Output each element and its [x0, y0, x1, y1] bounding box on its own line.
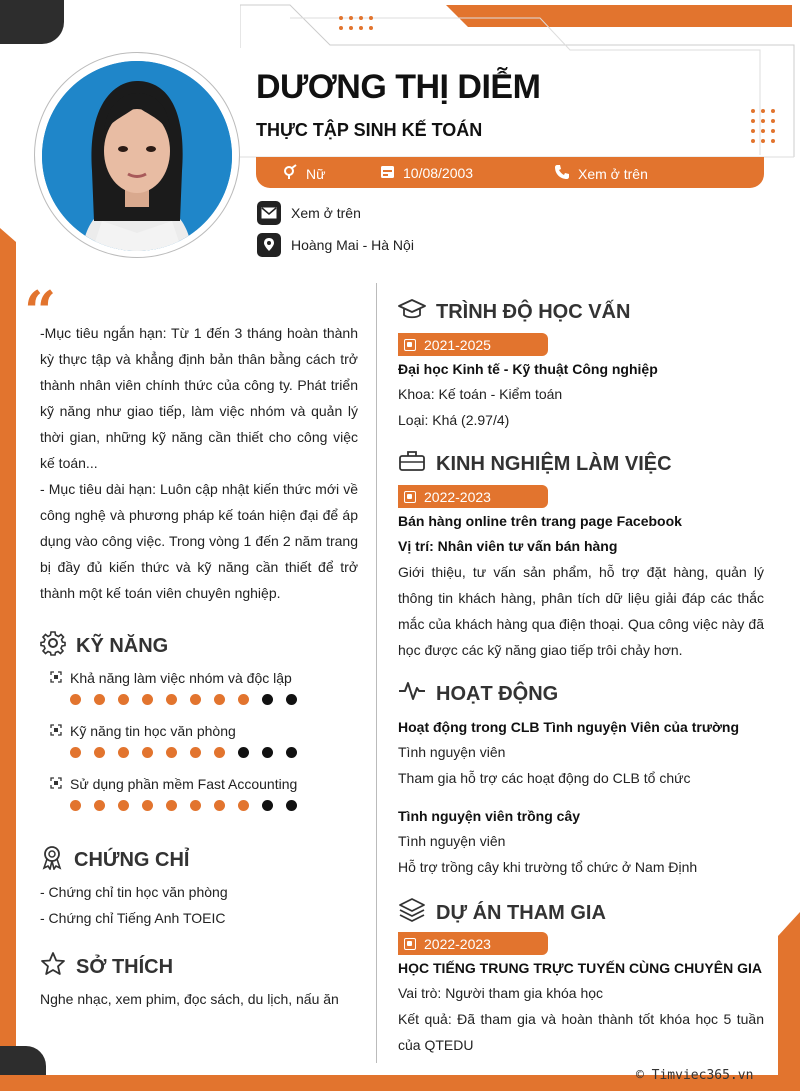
certificates-heading	[40, 844, 189, 876]
rating-dot-filled	[142, 694, 153, 705]
rating-dot-empty	[286, 747, 297, 758]
phone-value: Xem ở trên	[578, 165, 648, 182]
layers-icon	[398, 897, 426, 929]
rating-dot-filled	[166, 800, 177, 811]
rating-dot-empty	[238, 747, 249, 758]
rating-dot-filled	[70, 694, 81, 705]
graduation-cap-icon	[398, 298, 426, 326]
rating-dot-filled	[190, 747, 201, 758]
column-divider	[376, 283, 377, 1063]
gear-icon	[40, 630, 66, 662]
avatar	[42, 61, 232, 251]
focus-icon	[404, 491, 416, 503]
projects-title: DỰ ÁN THAM GIA	[436, 901, 606, 924]
location-icon	[257, 233, 281, 257]
rating-dot-filled	[70, 800, 81, 811]
rating-dot-filled	[238, 694, 249, 705]
activity-desc: Tham gia hỗ trợ các hoạt động do CLB tổ chức	[398, 770, 691, 786]
skill-rating	[70, 747, 320, 758]
calendar-icon	[380, 164, 395, 182]
experience-description: Giới thiệu, tư vấn sản phẩm, hỗ trợ đặt hàng, quản lý thông tin khách hàng, phân tích dữ liệu giải đáp các thắc mắc của khách hàng qua điện thoại. Qua công việc này đã học được các kỹ năng giao tiếp trôi chảy hơn.	[398, 564, 764, 658]
dots-decoration-top	[339, 16, 373, 30]
personal-info-bar	[256, 157, 764, 188]
rating-dot-filled	[238, 800, 249, 811]
skill-name: Kỹ năng tin học văn phòng	[70, 723, 236, 739]
address-value: Hoàng Mai - Hà Nội	[291, 237, 414, 253]
project-period: 2022-2023	[398, 932, 548, 955]
candidate-name: DƯƠNG THỊ DIỄM	[256, 68, 541, 106]
rating-dot-filled	[142, 800, 153, 811]
rating-dot-filled	[118, 747, 129, 758]
experience-title: KINH NGHIỆM LÀM VIỆC	[436, 452, 672, 475]
career-objective	[40, 320, 358, 606]
focus-icon	[404, 339, 416, 351]
rating-dot-filled	[118, 800, 129, 811]
education-title: TRÌNH ĐỘ HỌC VẤN	[436, 300, 631, 323]
experience-heading	[398, 450, 672, 478]
experience-position: Vị trí: Nhân viên tư vấn bán hàng	[398, 538, 618, 554]
rating-dot-empty	[286, 694, 297, 705]
activity-name: Hoạt động trong CLB Tình nguyện Viên của trường	[398, 719, 740, 735]
certificate-item: - Chứng chỉ Tiếng Anh TOEIC	[40, 910, 226, 926]
activity-name: Tình nguyện viên trồng cây	[398, 808, 581, 824]
email-value: Xem ở trên	[291, 205, 361, 221]
certificates-title: CHỨNG CHỈ	[74, 848, 190, 871]
rating-dot-filled	[94, 694, 105, 705]
activities-heading	[398, 680, 558, 708]
birthday-info	[380, 164, 473, 182]
left-accent-strip	[0, 228, 16, 1088]
education-grade: Loại: Khá (2.97/4)	[398, 412, 510, 428]
skill-rating	[70, 694, 320, 705]
rating-dot-empty	[262, 800, 273, 811]
skill-name: Sử dụng phần mềm Fast Accounting	[70, 776, 298, 792]
focus-icon	[404, 938, 416, 950]
rating-dot-filled	[118, 694, 129, 705]
job-title: THỰC TẬP SINH KẾ TOÁN	[256, 120, 483, 140]
certificate-item: - Chứng chỉ tin học văn phòng	[40, 884, 228, 900]
rating-dot-filled	[214, 800, 225, 811]
activity-desc: Hỗ trợ trồng cây khi trường tổ chức ở Nam Định	[398, 859, 698, 875]
rating-dot-filled	[214, 747, 225, 758]
rating-dot-filled	[190, 800, 201, 811]
rating-dot-filled	[70, 747, 81, 758]
experience-period: 2022-2023	[398, 485, 548, 508]
mail-icon	[257, 201, 281, 225]
experience-company: Bán hàng online trên trang page Facebook	[398, 513, 682, 529]
skill-name: Khả năng làm việc nhóm và độc lập	[70, 670, 292, 686]
project-name: HỌC TIẾNG TRUNG TRỰC TUYẾN CÙNG CHUYÊN GIA	[398, 960, 762, 976]
dots-decoration-right	[751, 109, 775, 143]
award-icon	[40, 844, 64, 876]
rating-dot-empty	[262, 694, 273, 705]
birthday-value: 10/08/2003	[403, 165, 474, 181]
email-contact	[257, 201, 361, 225]
hobbies-heading	[40, 951, 173, 983]
rating-dot-filled	[190, 694, 201, 705]
rating-dot-filled	[214, 694, 225, 705]
star-icon	[40, 951, 66, 983]
skill-rating	[70, 800, 320, 811]
gender-icon	[282, 164, 298, 183]
rating-dot-filled	[94, 747, 105, 758]
focus-icon	[50, 776, 62, 792]
gender-value: Nữ	[306, 165, 326, 182]
right-accent-strip	[778, 912, 800, 1091]
activities-title: HOẠT ĐỘNG	[436, 682, 559, 705]
skill-item	[50, 776, 320, 811]
education-period: 2021-2025	[398, 333, 548, 356]
skill-item	[50, 723, 320, 758]
hobbies-title: SỞ THÍCH	[76, 955, 174, 978]
education-school: Đại học Kinh tế - Kỹ thuật Công nghiệp	[398, 361, 658, 377]
education-heading	[398, 298, 630, 326]
activity-role: Tình nguyện viên	[398, 744, 506, 760]
address-contact	[257, 233, 414, 257]
focus-icon	[50, 723, 62, 739]
focus-icon	[50, 670, 62, 686]
phone-info	[554, 164, 648, 183]
hobbies-text: Nghe nhạc, xem phim, đọc sách, du lịch, nấu ăn	[40, 991, 339, 1007]
phone-icon	[554, 164, 570, 183]
corner-decoration-top-left	[0, 0, 64, 44]
skill-item	[50, 670, 320, 705]
quote-icon: “	[24, 279, 57, 345]
footer-credit: © Timviec365.vn	[636, 1068, 754, 1083]
objective-short-term: -Mục tiêu ngắn hạn: Từ 1 đến 3 tháng hoàn thành kỳ thực tập và khẳng định bản thân bằng cách trở thành nhân viên chính thức của công ty. Phát triển kỹ năng như giao tiếp, làm việc nhóm và quản lý thời gian, những kỹ năng cần thiết cho công việc kế toán...	[40, 325, 358, 471]
rating-dot-filled	[142, 747, 153, 758]
rating-dot-filled	[94, 800, 105, 811]
skills-title: KỸ NĂNG	[76, 634, 169, 657]
project-role: Vai trò: Người tham gia khóa học	[398, 985, 604, 1001]
pulse-icon	[398, 680, 426, 708]
rating-dot-empty	[262, 747, 273, 758]
rating-dot-empty	[286, 800, 297, 811]
project-result: Kết quả: Đã tham gia và hoàn thành tốt khóa học 5 tuần của QTEDU	[398, 1011, 764, 1053]
rating-dot-filled	[166, 694, 177, 705]
education-faculty: Khoa: Kế toán - Kiểm toán	[398, 386, 563, 402]
rating-dot-filled	[166, 747, 177, 758]
gender-info	[282, 164, 325, 183]
projects-heading	[398, 897, 606, 929]
objective-long-term: - Mục tiêu dài hạn: Luôn cập nhật kiến thức mới về công nghệ và phương pháp kế toán hiện đại để áp dụng vào công việc. Trong vòng 1 đến 2 năm trang bị đầy đủ kiến thức và kỹ năng cần thiết để trở thành một kế toán viên chuyên nghiệp.	[40, 481, 358, 601]
activity-role: Tình nguyện viên	[398, 833, 506, 849]
skills-heading	[40, 630, 168, 662]
briefcase-icon	[398, 450, 426, 478]
